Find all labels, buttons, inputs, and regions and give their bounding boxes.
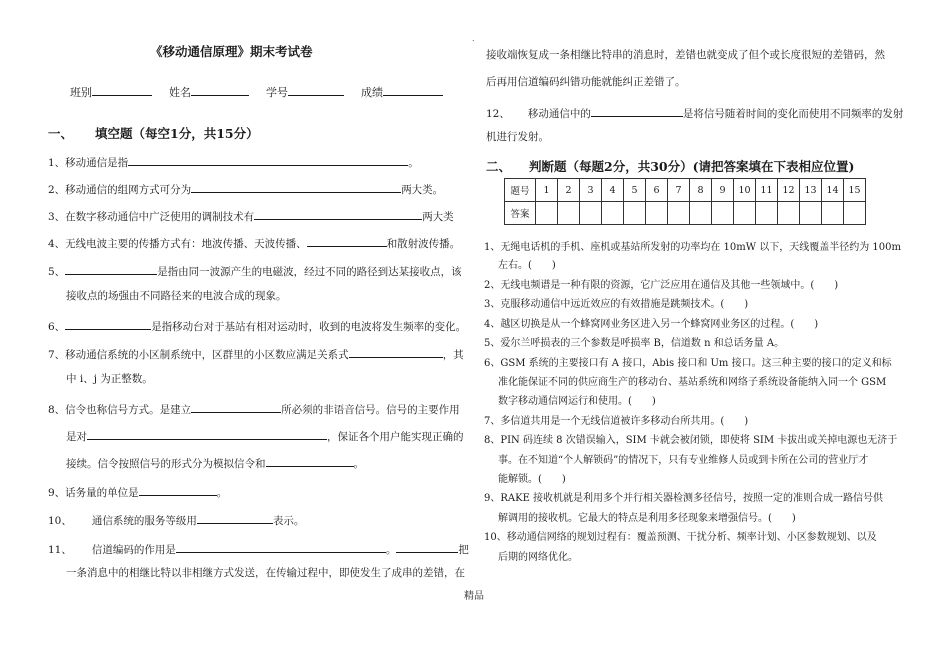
q3-text: 3、在数字移动通信中广泛使用的调制技术有 bbox=[48, 211, 255, 223]
judge-question-9-line-2: 解调用的接收机。它最大的特点是利用多径现象来增强信号。( ) bbox=[498, 513, 796, 524]
q2-blank bbox=[191, 181, 401, 193]
judge-question-7: 7、多信道共用是一个无线信道被许多移动台所共用。( ) bbox=[484, 416, 749, 427]
section-2-heading bbox=[486, 157, 854, 175]
q2-text: 2、移动通信的组网方式可分为 bbox=[48, 184, 192, 196]
q4-end: 和散射波传播。 bbox=[386, 238, 461, 250]
fill-question-3 bbox=[48, 208, 454, 224]
q11-blank-2 bbox=[396, 541, 458, 553]
q11-end: 把 bbox=[458, 544, 469, 556]
q7-blank bbox=[349, 346, 443, 358]
answer-cell-8[interactable] bbox=[690, 202, 712, 225]
answer-row-label: 答案 bbox=[505, 202, 536, 225]
answer-cell-4[interactable] bbox=[602, 202, 624, 225]
q2-end: 两大类。 bbox=[401, 184, 444, 196]
answer-cell-15[interactable] bbox=[844, 202, 866, 225]
number-cell-4: 4 bbox=[602, 179, 624, 202]
answer-cell-2[interactable] bbox=[558, 202, 580, 225]
q12-end: 是将信号随着时间的变化而使用不同频率的发射 bbox=[682, 108, 904, 120]
fill-question-9 bbox=[48, 484, 227, 500]
answer-cell-13[interactable] bbox=[800, 202, 822, 225]
fill-question-5 bbox=[48, 263, 462, 279]
page-footer: 精品 bbox=[464, 591, 484, 602]
section-1-heading bbox=[48, 124, 259, 142]
number-cell-3: 3 bbox=[580, 179, 602, 202]
q5-end: 是指由同一波源产生的电磁波，经过不同的路径到达某接收点，该 bbox=[157, 266, 462, 278]
judge-question-3: 3、克服移动通信中远近效应的有效措施是跳频技术。( ) bbox=[484, 299, 749, 310]
score-label: 成绩 bbox=[361, 86, 383, 99]
answer-cell-3[interactable] bbox=[580, 202, 602, 225]
section-1-title: 填空题（每空1分，共15分） bbox=[95, 126, 259, 141]
q8-line-3 bbox=[66, 455, 364, 471]
section-1-num: 一、 bbox=[48, 126, 74, 141]
number-cell-8: 8 bbox=[690, 179, 712, 202]
answer-cell-7[interactable] bbox=[668, 202, 690, 225]
q5-blank bbox=[65, 263, 157, 275]
q11-mid: 。 bbox=[385, 544, 397, 556]
q4-blank bbox=[307, 235, 387, 247]
q12-num: 12、 bbox=[486, 108, 510, 120]
q7-text: 7、移动通信系统的小区制系统中，区群里的小区数应满足关系式 bbox=[48, 349, 349, 361]
q8-l3-end: 。 bbox=[353, 458, 364, 470]
number-cell-10: 10 bbox=[734, 179, 756, 202]
q11-line-4: 后再用信道编码纠错功能就能纠正差错了。 bbox=[486, 76, 686, 88]
q5-text: 5、 bbox=[48, 266, 66, 278]
q7-line-2: 中 i、j 为正整数。 bbox=[66, 373, 153, 385]
number-cell-9: 9 bbox=[712, 179, 734, 202]
judge-question-8-line-2: 事。在不知道“个人解锁码”的情况下，只有专业维修人员或到卡所在公司的营业厅才 bbox=[498, 455, 869, 466]
fill-question-10 bbox=[48, 512, 304, 528]
class-blank bbox=[92, 84, 152, 96]
q3-blank bbox=[254, 208, 422, 220]
q8-blank-1 bbox=[191, 401, 281, 413]
fill-question-7 bbox=[48, 346, 464, 362]
fill-question-2 bbox=[48, 181, 443, 197]
class-label: 班别 bbox=[70, 86, 92, 99]
answer-cell-9[interactable] bbox=[712, 202, 734, 225]
answer-cell-12[interactable] bbox=[778, 202, 800, 225]
fill-question-1 bbox=[48, 154, 419, 170]
q8-l3-text: 接续。信令按照信号的形式分为模拟信令和 bbox=[66, 458, 266, 470]
judge-question-1: 1、无绳电话机的手机、座机或基站所发射的功率均在 10mW 以下，天线覆盖半径约为 100m bbox=[484, 242, 901, 253]
q8-line-2 bbox=[66, 428, 464, 444]
number-cell-1: 1 bbox=[536, 179, 558, 202]
q8-l2-end: ，保证各个用户能实现正确的 bbox=[327, 431, 464, 443]
name-blank bbox=[191, 84, 249, 96]
judge-question-10-line-2: 后期的网络优化。 bbox=[498, 552, 578, 563]
q11-line-3: 接收端恢复成一条相继比特串的消息时，差错也就变成了但个或长度很短的差错码，然 bbox=[486, 49, 885, 61]
number-blank bbox=[288, 84, 344, 96]
q9-text: 9、话务量的单位是 bbox=[48, 487, 139, 499]
q11-text: 信道编码的作用是 bbox=[91, 544, 176, 556]
q10-text: 通信系统的服务等级用 bbox=[91, 515, 197, 527]
answer-cell-14[interactable] bbox=[822, 202, 844, 225]
number-cell-11: 11 bbox=[756, 179, 778, 202]
fill-question-11 bbox=[48, 541, 469, 557]
q8-end: 所必须的非语音信号。信号的主要作用 bbox=[281, 404, 460, 416]
q3-end: 两大类 bbox=[422, 211, 454, 223]
fill-question-6 bbox=[48, 318, 466, 334]
q12-text: 移动通信中的 bbox=[527, 108, 591, 120]
judge-question-8-line-3: 能解锁。( ) bbox=[498, 474, 566, 485]
answer-cell-11[interactable] bbox=[756, 202, 778, 225]
judge-question-6-line-2: 准化能保证不同的供应商生产的移动台、基站系统和网络子系统设备能纳入同一个 GSM bbox=[498, 377, 887, 388]
q10-blank bbox=[197, 512, 273, 524]
judge-question-1-line-2: 左右。( ) bbox=[498, 260, 556, 271]
q9-blank bbox=[139, 484, 217, 496]
judge-question-9: 9、RAKE 接收机就是利用多个并行相关器检测多径信号，按照一定的准则合成一路信号供 bbox=[484, 493, 884, 504]
answer-cell-5[interactable] bbox=[624, 202, 646, 225]
q11-line-2: 一条消息中的相继比特以非相继方式发送，在传输过程中，即使发生了成串的差错，在 bbox=[66, 567, 465, 579]
q10-end: 表示。 bbox=[272, 515, 305, 527]
number-cell-12: 12 bbox=[778, 179, 800, 202]
judge-question-10: 10、移动通信网络的规划过程有：覆盖预测、干扰分析、频率计划、小区参数规划、以及 bbox=[484, 532, 877, 543]
q8-blank-3 bbox=[266, 455, 354, 467]
fill-question-12 bbox=[486, 105, 903, 121]
judge-question-4: 4、越区切换是从一个蜂窝网业务区进入另一个蜂窝网业务区的过程。( ) bbox=[484, 319, 819, 330]
q8-text: 8、信令也称信号方式。是建立 bbox=[48, 404, 192, 416]
q6-text: 6、 bbox=[48, 321, 66, 333]
q6-end: 是指移动台对于基站有相对运动时，收到的电波将发生频率的变化。 bbox=[151, 321, 467, 333]
number-cell-2: 2 bbox=[558, 179, 580, 202]
number-cell-5: 5 bbox=[624, 179, 646, 202]
q1-text: 1、移动通信是指 bbox=[48, 157, 129, 169]
number-cell-14: 14 bbox=[822, 179, 844, 202]
number-cell-6: 6 bbox=[646, 179, 668, 202]
number-cell-13: 13 bbox=[800, 179, 822, 202]
answer-table-answer-row bbox=[505, 202, 866, 225]
judge-question-6-line-3: 数字移动通信网运行和使用。( ) bbox=[498, 396, 656, 407]
number-label: 学号 bbox=[266, 86, 288, 99]
student-info-row bbox=[70, 84, 443, 100]
fill-question-8 bbox=[48, 401, 460, 417]
answer-cell-10[interactable] bbox=[734, 202, 756, 225]
q5-line-2: 接收点的场强由不同路径来的电波合成的现象。 bbox=[66, 290, 287, 302]
q11-blank-1 bbox=[176, 541, 386, 553]
judge-question-5: 5、爱尔兰呼损表的三个参数是呼损率 B，信道数 n 和总话务量 A。 bbox=[484, 338, 785, 349]
top-dot: . bbox=[472, 34, 475, 43]
name-label: 姓名 bbox=[169, 86, 191, 99]
q11-num: 11、 bbox=[48, 544, 72, 556]
q4-text: 4、无线电波主要的传播方式有：地波传播、天波传播、 bbox=[48, 238, 307, 250]
q1-blank bbox=[128, 154, 408, 166]
answer-cell-1[interactable] bbox=[536, 202, 558, 225]
number-cell-7: 7 bbox=[668, 179, 690, 202]
judge-question-8: 8、PIN 码连续 8 次错误输入，SIM 卡就会被闭锁，即使将 SIM 卡拔出或关掉电源也无济于 bbox=[484, 435, 898, 446]
q6-blank bbox=[65, 318, 151, 330]
q9-end: 。 bbox=[216, 487, 228, 499]
q1-end: 。 bbox=[408, 157, 419, 169]
judge-question-2: 2、无线电频谱是一种有限的资源，它广泛应用在通信及其他一些领域中。( ) bbox=[484, 280, 839, 291]
q8-blank-2 bbox=[87, 428, 327, 440]
q10-num: 10、 bbox=[48, 515, 72, 527]
section-2-num: 二、 bbox=[486, 159, 512, 174]
answer-table-number-row bbox=[505, 179, 866, 202]
q7-end: ，其 bbox=[442, 349, 464, 361]
number-cell-15: 15 bbox=[844, 179, 866, 202]
fill-question-4 bbox=[48, 235, 460, 251]
q8-l2-text: 是对 bbox=[66, 431, 87, 443]
q12-line-2: 机进行发射。 bbox=[486, 131, 549, 143]
score-blank bbox=[383, 84, 443, 96]
q12-blank bbox=[591, 105, 683, 117]
answer-cell-6[interactable] bbox=[646, 202, 668, 225]
number-row-label: 题号 bbox=[505, 179, 536, 202]
exam-title: 《移动通信原理》期末考试卷 bbox=[150, 44, 313, 59]
judge-question-6: 6、GSM 系统的主要接口有 A 接口，Abis 接口和 Um 接口。这三种主要的接口的定义和标 bbox=[484, 358, 892, 369]
section-2-title: 判断题（每题2分，共30分）(请把答案填在下表相应位置) bbox=[529, 159, 855, 174]
answer-table bbox=[504, 178, 866, 225]
